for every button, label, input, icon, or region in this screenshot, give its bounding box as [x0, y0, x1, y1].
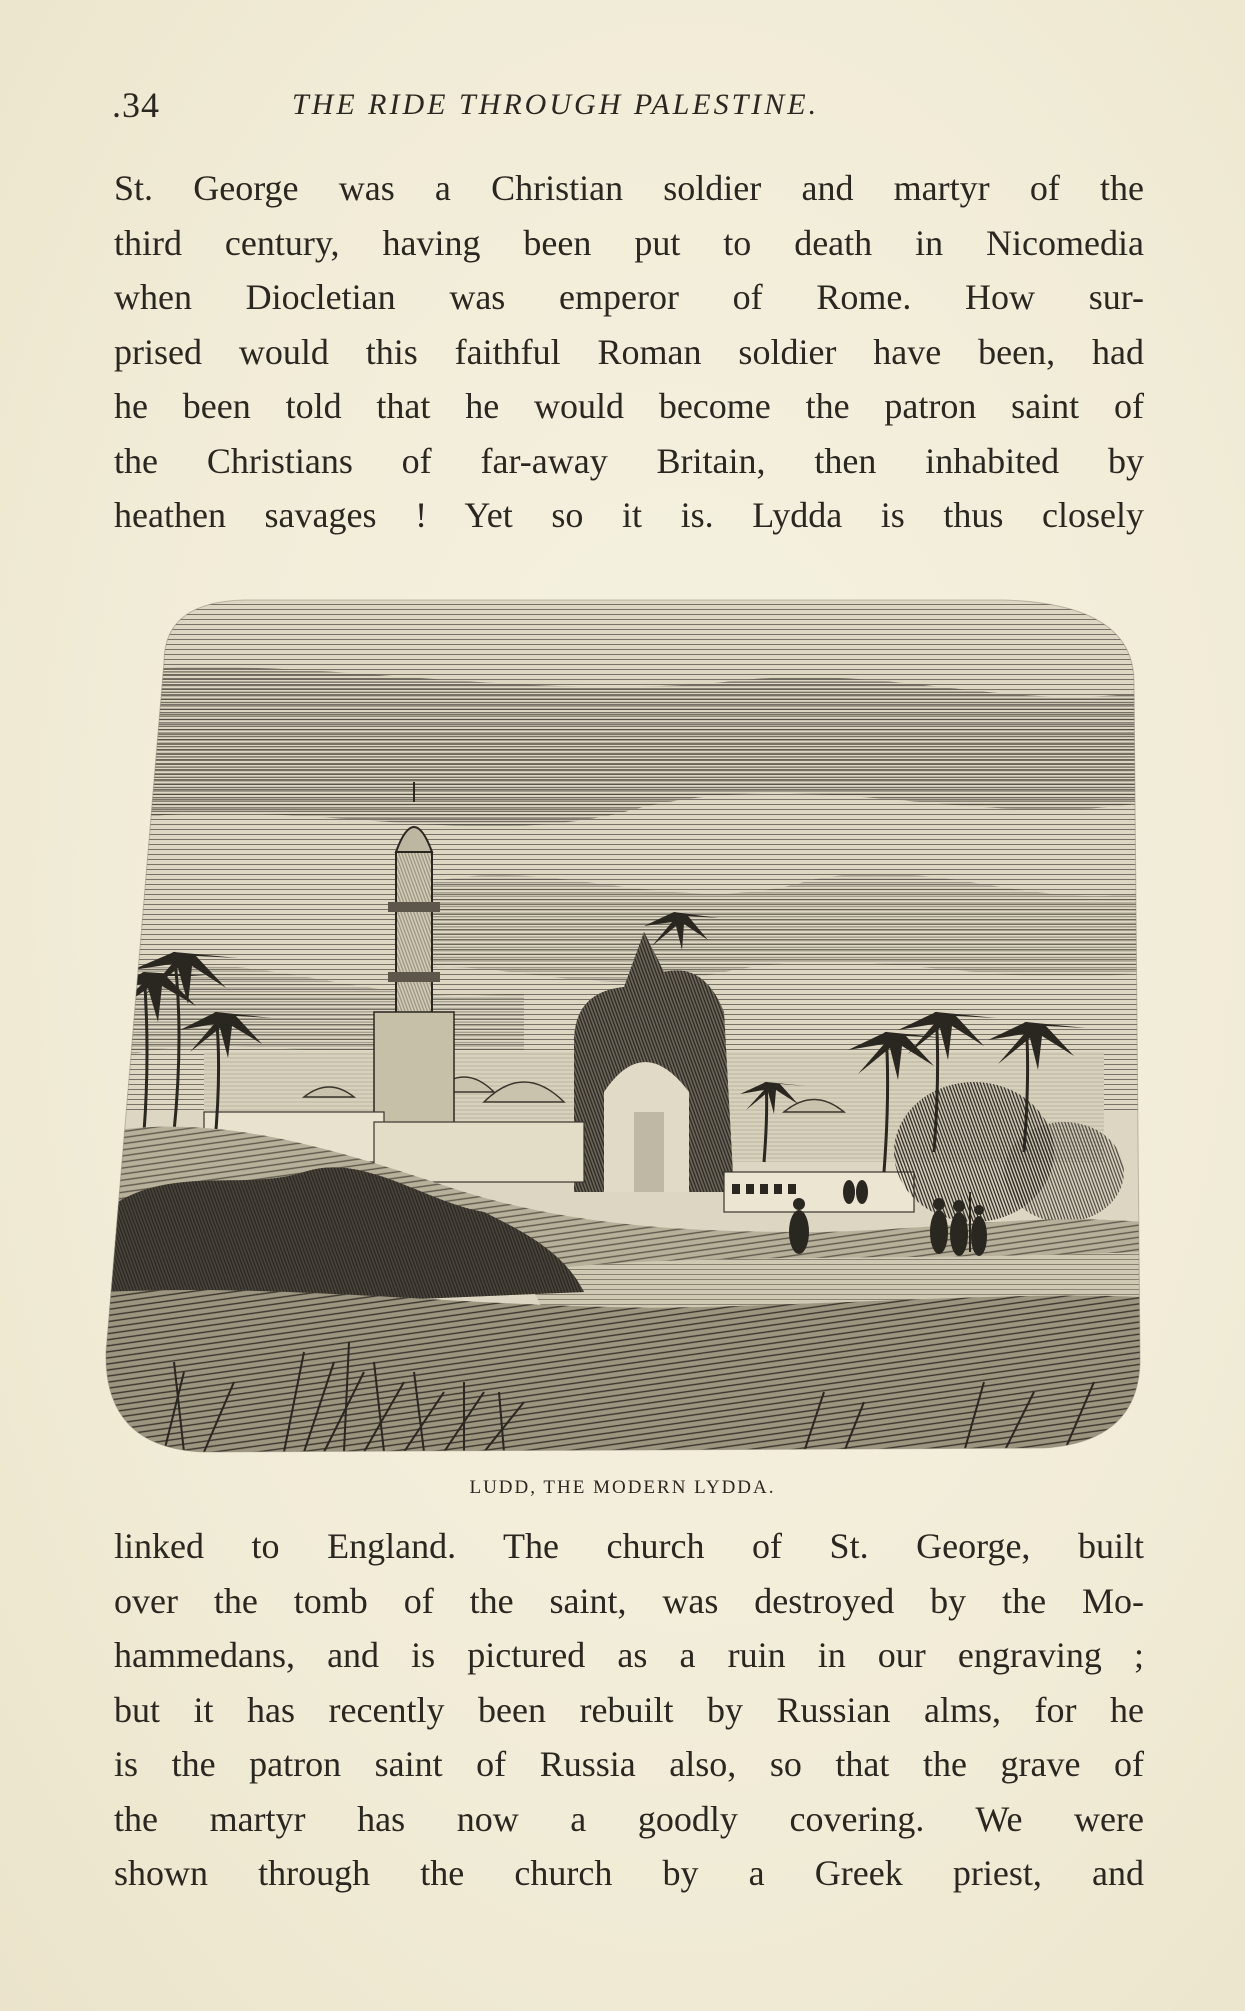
text-line: shown through the church by a Greek priest, and [114, 1853, 1144, 1893]
paragraph-bottom [114, 1519, 1144, 1901]
engraving-illustration [104, 592, 1144, 1458]
text-line: the martyr has now a goodly covering. We were [114, 1798, 1144, 1839]
text-line: over the tomb of the saint, was destroyed by the Mo- [114, 1580, 1144, 1621]
running-head: THE RIDE THROUGH PALESTINE. [292, 88, 820, 121]
text-line: the Christians of far-away Britain, then inhabited by [114, 440, 1144, 481]
text-line: heathen savages ! Yet so it is. Lydda is thus closely [114, 495, 1144, 535]
text-line: when Diocletian was emperor of Rome. How sur- [114, 277, 1144, 317]
text-line: is the patron saint of Russia also, so that the grave of [114, 1744, 1144, 1784]
page-header [112, 84, 1142, 134]
text-line: linked to England. The church of St. George, built [114, 1526, 1144, 1566]
text-line: third century, having been put to death in Nicomedia [114, 222, 1144, 263]
text-line: he been told that he would become the patron saint of [114, 386, 1144, 426]
paragraph-top [114, 161, 1144, 543]
text-line: St. George was a Christian soldier and martyr of the [114, 168, 1144, 208]
text-line: but it has recently been rebuilt by Russian alms, for he [114, 1689, 1144, 1730]
text-line: hammedans, and is pictured as a ruin in our engraving ; [114, 1635, 1144, 1675]
text-line: prised would this faithful Roman soldier have been, had [114, 331, 1144, 372]
page-number: .34 [112, 85, 160, 125]
illustration-caption: LUDD, THE MODERN LYDDA. [469, 1477, 776, 1498]
